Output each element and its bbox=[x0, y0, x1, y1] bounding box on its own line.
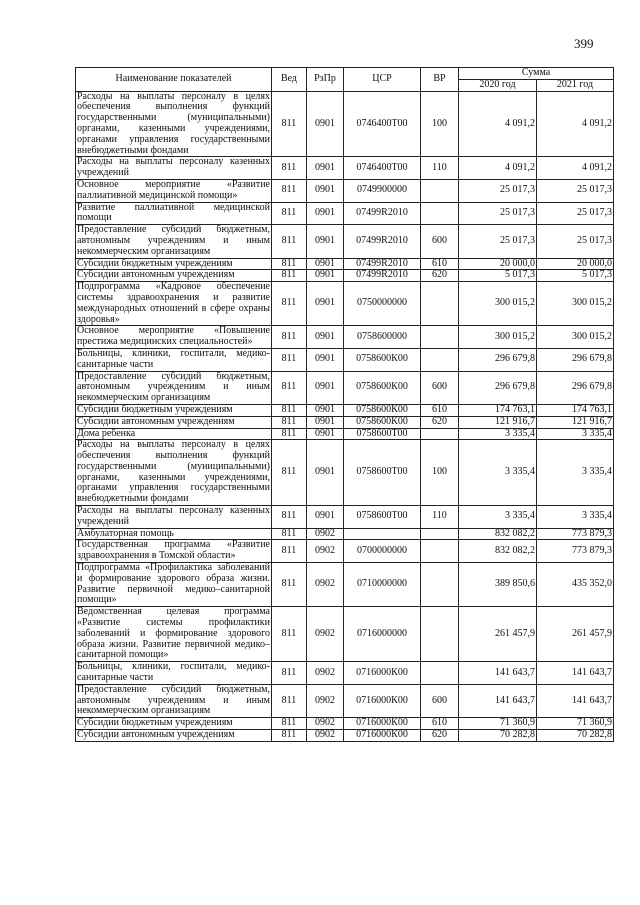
page-number: 399 bbox=[574, 36, 594, 51]
row-sum-2021: 70 282,8 bbox=[537, 730, 614, 742]
row-name: Субсидии автономным учреждениям bbox=[76, 730, 272, 742]
row-name: Расходы на выплаты персоналу в целях обеспечения выполнения функций государственными (муниципальными) органами, казенными учреждениями, органами управления государственными внебюджетными фондами bbox=[77, 439, 270, 505]
row-sum-2020: 832 082,2 bbox=[459, 540, 537, 563]
row-rzpr: 0901 bbox=[307, 258, 344, 270]
header-year-2021: 2021 год bbox=[537, 79, 614, 91]
row-sum-2020: 121 916,7 bbox=[459, 416, 537, 428]
row-sum-2020: 3 335,4 bbox=[459, 506, 537, 529]
row-name: Подпрограмма «Профилактика заболеваний и формирование здорового образа жизни. Развитие первичной медико–санитарной помощи» bbox=[77, 562, 270, 606]
row-sum-2020: 141 643,7 bbox=[459, 684, 537, 717]
table-row bbox=[76, 563, 614, 607]
row-ved: 811 bbox=[272, 157, 307, 180]
row-vr bbox=[421, 607, 459, 662]
row-csr: 0758600К00 bbox=[344, 348, 421, 371]
row-ved: 811 bbox=[272, 528, 307, 540]
table-row bbox=[76, 506, 614, 529]
row-csr: 0758600Т00 bbox=[344, 506, 421, 529]
row-rzpr: 0901 bbox=[307, 428, 344, 440]
row-rzpr: 0901 bbox=[307, 225, 344, 258]
row-name: Субсидии бюджетным учреждениям bbox=[76, 718, 272, 730]
table-row bbox=[76, 202, 614, 225]
row-csr: 0700000000 bbox=[344, 540, 421, 563]
row-name: Субсидии бюджетным учреждениям bbox=[76, 404, 272, 416]
row-sum-2021: 25 017,3 bbox=[537, 202, 614, 225]
table-row bbox=[76, 428, 614, 440]
row-vr: 620 bbox=[421, 730, 459, 742]
row-vr bbox=[421, 528, 459, 540]
row-sum-2020: 3 335,4 bbox=[459, 440, 537, 506]
row-ved: 811 bbox=[272, 607, 307, 662]
row-rzpr: 0902 bbox=[307, 718, 344, 730]
row-rzpr: 0901 bbox=[307, 416, 344, 428]
table-header bbox=[76, 68, 614, 92]
row-vr: 610 bbox=[421, 258, 459, 270]
row-csr: 0758600Т00 bbox=[344, 440, 421, 506]
row-sum-2021: 141 643,7 bbox=[537, 662, 614, 685]
row-csr: 0746400Т00 bbox=[344, 91, 421, 157]
table-row bbox=[76, 326, 614, 349]
row-csr: 0716000К00 bbox=[344, 662, 421, 685]
row-sum-2021: 20 000,0 bbox=[537, 258, 614, 270]
table-row bbox=[76, 179, 614, 202]
table-row bbox=[76, 270, 614, 282]
row-name: Подпрограмма «Кадровое обеспечение системы здравоохранения и развитие международных отношений в сфере охраны здоровья» bbox=[77, 281, 270, 325]
table-body bbox=[76, 91, 614, 741]
row-vr: 600 bbox=[421, 225, 459, 258]
row-rzpr: 0901 bbox=[307, 91, 344, 157]
row-sum-2020: 5 017,3 bbox=[459, 270, 537, 282]
row-name: Предоставление субсидий бюджетным, автономным учреждениям и иным некоммерческим организациям bbox=[77, 370, 270, 404]
row-sum-2021: 773 879,3 bbox=[537, 528, 614, 540]
row-sum-2021: 141 643,7 bbox=[537, 684, 614, 717]
row-vr: 600 bbox=[421, 684, 459, 717]
table-row bbox=[76, 730, 614, 742]
row-sum-2020: 300 015,2 bbox=[459, 326, 537, 349]
table-row bbox=[76, 540, 614, 563]
row-name: Расходы на выплаты персоналу казенных учреждений bbox=[77, 505, 270, 527]
table-row bbox=[76, 440, 614, 506]
row-name: Больницы, клиники, госпитали, медико-санитарные части bbox=[77, 661, 270, 684]
row-name: Основное мероприятие «Развитие паллиативной медицинской помощи» bbox=[77, 178, 270, 201]
row-sum-2021: 3 335,4 bbox=[537, 440, 614, 506]
row-sum-2020: 70 282,8 bbox=[459, 730, 537, 742]
row-vr: 620 bbox=[421, 416, 459, 428]
row-csr: 0758600К00 bbox=[344, 371, 421, 404]
row-sum-2021: 435 352,0 bbox=[537, 563, 614, 607]
row-rzpr: 0901 bbox=[307, 371, 344, 404]
row-sum-2021: 300 015,2 bbox=[537, 326, 614, 349]
row-sum-2021: 121 916,7 bbox=[537, 416, 614, 428]
row-sum-2021: 4 091,2 bbox=[537, 91, 614, 157]
row-csr: 0758600Т00 bbox=[344, 428, 421, 440]
row-ved: 811 bbox=[272, 179, 307, 202]
table-row bbox=[76, 607, 614, 662]
table-row bbox=[76, 258, 614, 270]
row-sum-2021: 773 879,3 bbox=[537, 540, 614, 563]
row-vr: 100 bbox=[421, 91, 459, 157]
row-csr: 0716000К00 bbox=[344, 684, 421, 717]
row-rzpr: 0902 bbox=[307, 528, 344, 540]
row-sum-2020: 300 015,2 bbox=[459, 282, 537, 326]
row-sum-2021: 174 763,1 bbox=[537, 404, 614, 416]
row-vr bbox=[421, 179, 459, 202]
row-vr bbox=[421, 202, 459, 225]
table-row bbox=[76, 91, 614, 157]
table-row bbox=[76, 718, 614, 730]
table-row bbox=[76, 662, 614, 685]
row-csr: 0716000К00 bbox=[344, 730, 421, 742]
row-rzpr: 0901 bbox=[307, 282, 344, 326]
header-rzpr: РзПр bbox=[307, 68, 344, 92]
row-ved: 811 bbox=[272, 730, 307, 742]
row-sum-2021: 25 017,3 bbox=[537, 179, 614, 202]
row-name: Расходы на выплаты персоналу в целях обеспечения выполнения функций государственными (муниципальными) органами, казенными учреждениями, органами управления государственными внебюджетными фондами bbox=[77, 90, 270, 156]
row-sum-2021: 3 335,4 bbox=[537, 506, 614, 529]
row-name: Расходы на выплаты персоналу казенных учреждений bbox=[77, 156, 270, 179]
row-sum-2020: 296 679,8 bbox=[459, 371, 537, 404]
row-name: Субсидии автономным учреждениям bbox=[76, 270, 272, 282]
row-rzpr: 0901 bbox=[307, 179, 344, 202]
row-ved: 811 bbox=[272, 718, 307, 730]
row-rzpr: 0902 bbox=[307, 540, 344, 563]
row-ved: 811 bbox=[272, 258, 307, 270]
row-csr: 07499R2010 bbox=[344, 270, 421, 282]
header-ved: Вед bbox=[272, 68, 307, 92]
header-name: Наименование показателей bbox=[76, 68, 272, 92]
row-rzpr: 0901 bbox=[307, 202, 344, 225]
row-sum-2020: 3 335,4 bbox=[459, 428, 537, 440]
row-csr: 0758600К00 bbox=[344, 416, 421, 428]
row-ved: 811 bbox=[272, 540, 307, 563]
row-name: Больницы, клиники, госпитали, медико-санитарные части bbox=[77, 347, 270, 370]
row-vr: 100 bbox=[421, 440, 459, 506]
row-sum-2021: 296 679,8 bbox=[537, 348, 614, 371]
row-ved: 811 bbox=[272, 506, 307, 529]
row-ved: 811 bbox=[272, 282, 307, 326]
row-ved: 811 bbox=[272, 225, 307, 258]
table-row bbox=[76, 404, 614, 416]
header-csr: ЦСР bbox=[344, 68, 421, 92]
row-vr: 110 bbox=[421, 157, 459, 180]
row-sum-2020: 71 360,9 bbox=[459, 718, 537, 730]
row-rzpr: 0901 bbox=[307, 270, 344, 282]
header-vr: ВР bbox=[421, 68, 459, 92]
row-rzpr: 0901 bbox=[307, 326, 344, 349]
row-vr: 610 bbox=[421, 404, 459, 416]
row-ved: 811 bbox=[272, 326, 307, 349]
table-row bbox=[76, 684, 614, 717]
table-row bbox=[76, 282, 614, 326]
row-ved: 811 bbox=[272, 416, 307, 428]
row-sum-2021: 71 360,9 bbox=[537, 718, 614, 730]
row-vr: 610 bbox=[421, 718, 459, 730]
table-row bbox=[76, 416, 614, 428]
row-rzpr: 0902 bbox=[307, 607, 344, 662]
row-csr: 0746400Т00 bbox=[344, 157, 421, 180]
row-ved: 811 bbox=[272, 91, 307, 157]
row-vr: 110 bbox=[421, 506, 459, 529]
row-name: Предоставление субсидий бюджетным, автономным учреждениям и иным некоммерческим организациям bbox=[77, 224, 270, 257]
row-ved: 811 bbox=[272, 428, 307, 440]
row-csr: 0710000000 bbox=[344, 563, 421, 607]
row-sum-2020: 20 000,0 bbox=[459, 258, 537, 270]
row-vr bbox=[421, 348, 459, 371]
row-sum-2021: 261 457,9 bbox=[537, 607, 614, 662]
row-rzpr: 0901 bbox=[307, 157, 344, 180]
row-sum-2020: 261 457,9 bbox=[459, 607, 537, 662]
row-sum-2020: 25 017,3 bbox=[459, 202, 537, 225]
row-sum-2020: 174 763,1 bbox=[459, 404, 537, 416]
row-csr: 0716000К00 bbox=[344, 718, 421, 730]
header-year-2020: 2020 год bbox=[459, 79, 537, 91]
row-ved: 811 bbox=[272, 440, 307, 506]
row-vr: 620 bbox=[421, 270, 459, 282]
row-name: Дома ребенка bbox=[76, 428, 272, 440]
row-ved: 811 bbox=[272, 202, 307, 225]
row-rzpr: 0901 bbox=[307, 348, 344, 371]
row-vr bbox=[421, 563, 459, 607]
row-rzpr: 0902 bbox=[307, 684, 344, 717]
row-name: Государственная программа «Развитие здравоохранения в Томской области» bbox=[77, 539, 270, 562]
table-row bbox=[76, 225, 614, 258]
row-name: Развитие паллиативной медицинской помощи bbox=[77, 201, 270, 224]
row-rzpr: 0901 bbox=[307, 440, 344, 506]
row-name: Амбулаторная помощь bbox=[76, 528, 272, 540]
row-vr bbox=[421, 326, 459, 349]
row-csr: 07499R2010 bbox=[344, 258, 421, 270]
row-ved: 811 bbox=[272, 404, 307, 416]
row-rzpr: 0901 bbox=[307, 506, 344, 529]
row-csr: 07499R2010 bbox=[344, 225, 421, 258]
row-rzpr: 0901 bbox=[307, 404, 344, 416]
row-rzpr: 0902 bbox=[307, 730, 344, 742]
row-ved: 811 bbox=[272, 684, 307, 717]
row-sum-2021: 296 679,8 bbox=[537, 371, 614, 404]
row-rzpr: 0902 bbox=[307, 662, 344, 685]
row-sum-2020: 4 091,2 bbox=[459, 91, 537, 157]
row-sum-2020: 389 850,6 bbox=[459, 563, 537, 607]
row-ved: 811 bbox=[272, 270, 307, 282]
row-sum-2020: 141 643,7 bbox=[459, 662, 537, 685]
row-sum-2021: 25 017,3 bbox=[537, 225, 614, 258]
table-row bbox=[76, 528, 614, 540]
table-row bbox=[76, 157, 614, 180]
row-name: Ведомственная целевая программа «Развитие системы профилактики заболеваний и формирование здорового образа жизни. Развитие первичной медико–санитарной помощи» bbox=[77, 606, 270, 661]
row-csr: 0758600000 bbox=[344, 326, 421, 349]
row-sum-2021: 300 015,2 bbox=[537, 282, 614, 326]
row-ved: 811 bbox=[272, 662, 307, 685]
row-vr: 600 bbox=[421, 371, 459, 404]
row-vr bbox=[421, 662, 459, 685]
row-csr: 0716000000 bbox=[344, 607, 421, 662]
row-csr: 0750000000 bbox=[344, 282, 421, 326]
row-sum-2021: 3 335,4 bbox=[537, 428, 614, 440]
row-vr bbox=[421, 282, 459, 326]
row-sum-2020: 25 017,3 bbox=[459, 179, 537, 202]
row-csr: 0758600К00 bbox=[344, 404, 421, 416]
row-sum-2020: 832 082,2 bbox=[459, 528, 537, 540]
row-sum-2020: 4 091,2 bbox=[459, 157, 537, 180]
header-sum: Сумма bbox=[459, 68, 614, 80]
row-rzpr: 0902 bbox=[307, 563, 344, 607]
row-csr: 0749900000 bbox=[344, 179, 421, 202]
row-name: Предоставление субсидий бюджетным, автономным учреждениям и иным некоммерческим организациям bbox=[77, 683, 270, 717]
row-vr bbox=[421, 540, 459, 563]
row-sum-2021: 4 091,2 bbox=[537, 157, 614, 180]
row-sum-2021: 5 017,3 bbox=[537, 270, 614, 282]
row-name: Субсидии автономным учреждениям bbox=[76, 416, 272, 428]
row-csr bbox=[344, 528, 421, 540]
row-sum-2020: 296 679,8 bbox=[459, 348, 537, 371]
row-ved: 811 bbox=[272, 348, 307, 371]
row-name: Основное мероприятие «Повышение престижа медицинских специальностей» bbox=[77, 325, 270, 348]
row-ved: 811 bbox=[272, 563, 307, 607]
table-row bbox=[76, 371, 614, 404]
row-vr bbox=[421, 428, 459, 440]
table-row bbox=[76, 348, 614, 371]
row-name: Субсидии бюджетным учреждениям bbox=[76, 258, 272, 270]
row-ved: 811 bbox=[272, 371, 307, 404]
row-sum-2020: 25 017,3 bbox=[459, 225, 537, 258]
row-csr: 07499R2010 bbox=[344, 202, 421, 225]
budget-table bbox=[75, 67, 614, 742]
